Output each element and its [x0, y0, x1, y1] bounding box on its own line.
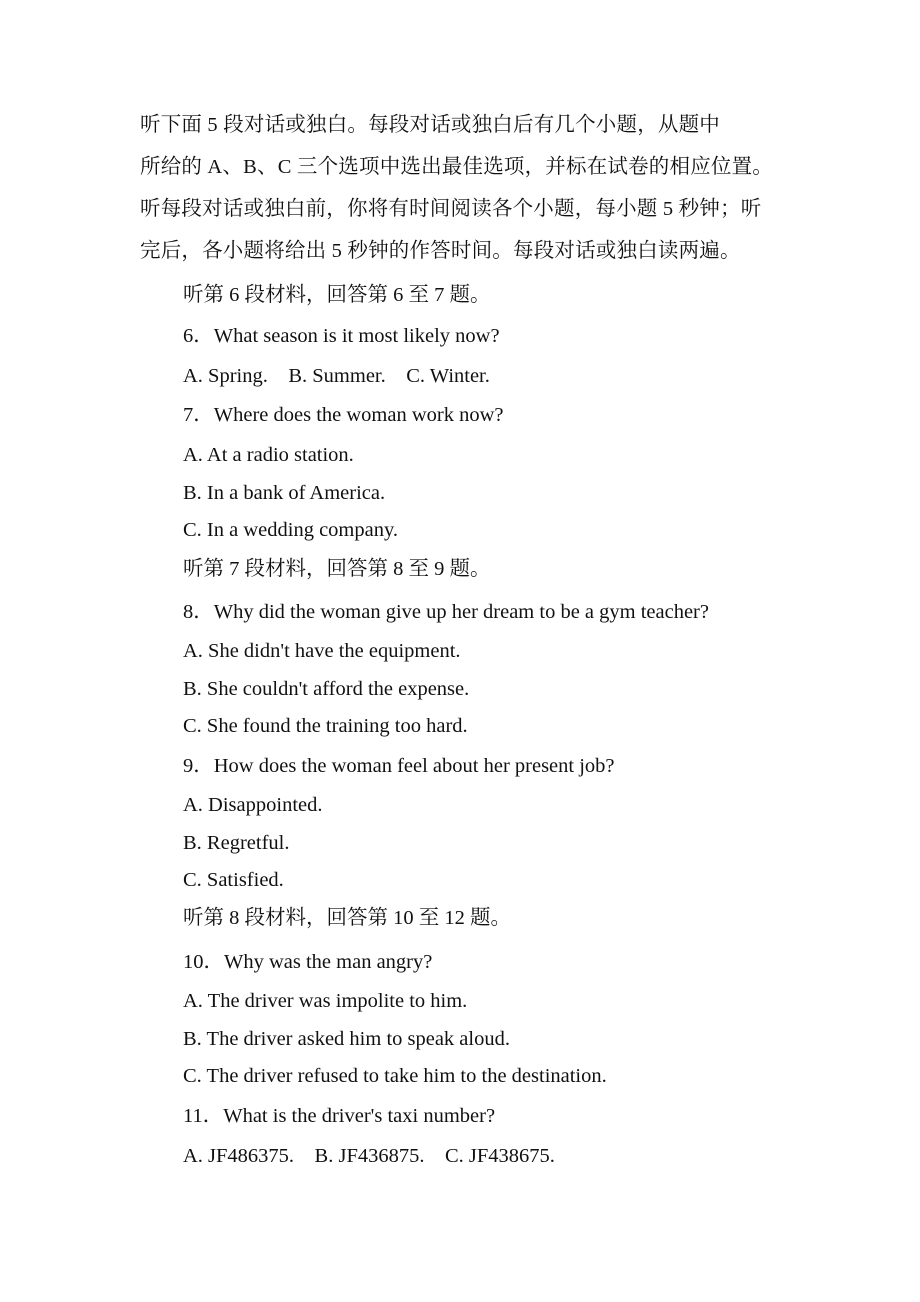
question-8-option-c: C. She found the training too hard. — [183, 715, 468, 737]
question-11-options: A. JF486375. B. JF436875. C. JF438675. — [183, 1145, 555, 1167]
question-9-option-c: C. Satisfied. — [183, 869, 284, 891]
question-7-option-a: A. At a radio station. — [183, 444, 354, 466]
instructions-line-3: 听每段对话或独白前，你将有时间阅读各个小题，每小题 5 秒钟；听 — [140, 198, 762, 220]
question-9-option-b: B. Regretful. — [183, 832, 290, 854]
question-11: 11．What is the driver's taxi number? — [183, 1105, 496, 1127]
question-10: 10．Why was the man angry? — [183, 951, 433, 973]
question-6-options: A. Spring. B. Summer. C. Winter. — [183, 365, 490, 387]
question-8-option-b: B. She couldn't afford the expense. — [183, 678, 470, 700]
question-9: 9．How does the woman feel about her present job? — [183, 755, 615, 777]
instructions-line-1: 听下面 5 段对话或独白。每段对话或独白后有几个小题，从题中 — [140, 114, 720, 136]
question-7-option-c: C. In a wedding company. — [183, 519, 399, 541]
question-8-option-a: A. She didn't have the equipment. — [183, 640, 461, 662]
instructions-line-4: 完后，各小题将给出 5 秒钟的作答时间。每段对话或独白读两遍。 — [140, 240, 741, 262]
question-10-option-a: A. The driver was impolite to him. — [183, 990, 468, 1012]
question-10-option-c: C. The driver refused to take him to the destination. — [183, 1065, 607, 1087]
section-header: 听第 8 段材料，回答第 10 至 12 题。 — [183, 907, 511, 929]
instructions-line-2: 所给的 A、B、C 三个选项中选出最佳选项，并标在试卷的相应位置。 — [140, 156, 773, 178]
question-7: 7．Where does the woman work now? — [183, 404, 504, 426]
section-header: 听第 6 段材料，回答第 6 至 7 题。 — [183, 284, 491, 306]
question-6: 6．What season is it most likely now? — [183, 325, 500, 347]
question-9-option-a: A. Disappointed. — [183, 794, 323, 816]
question-8: 8．Why did the woman give up her dream to be a gym teacher? — [183, 601, 709, 623]
question-7-option-b: B. In a bank of America. — [183, 482, 386, 504]
section-header: 听第 7 段材料，回答第 8 至 9 题。 — [183, 558, 491, 580]
question-10-option-b: B. The driver asked him to speak aloud. — [183, 1028, 510, 1050]
